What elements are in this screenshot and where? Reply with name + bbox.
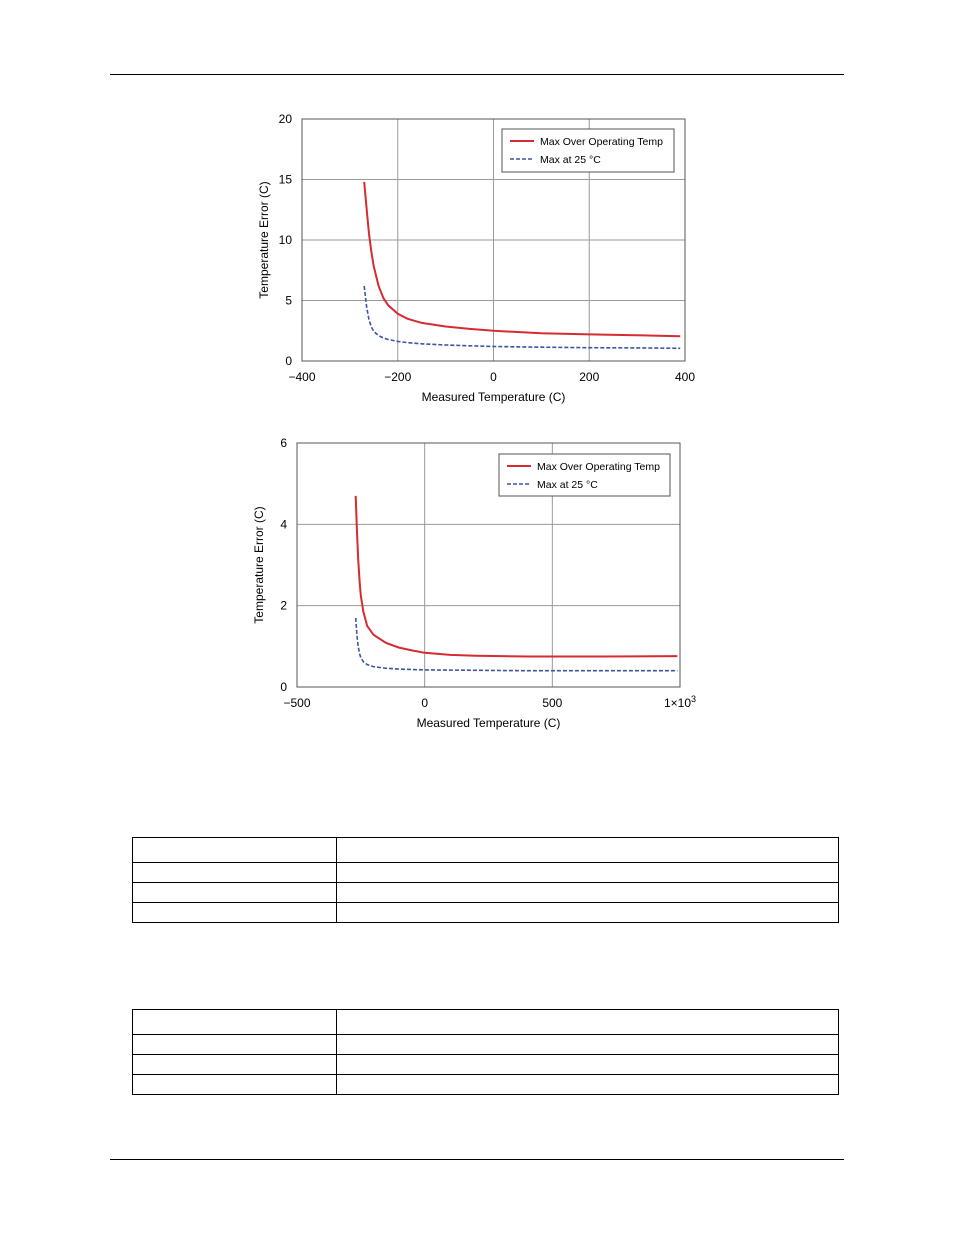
y-axis-label: Temperature Error (C) <box>252 506 266 624</box>
y-tick-label: 20 <box>278 112 292 126</box>
table-row <box>133 903 839 923</box>
legend-label: Max at 25 °C <box>540 154 601 166</box>
x-axis-label: Measured Temperature (C) <box>416 716 561 730</box>
table-2 <box>132 1009 839 1095</box>
chart-1 <box>0 105 954 415</box>
table-row <box>133 838 839 863</box>
y-tick-label: 6 <box>280 436 287 450</box>
table-cell <box>337 1055 839 1075</box>
table-row <box>133 883 839 903</box>
header-rule <box>110 74 844 75</box>
table-cell <box>133 1055 337 1075</box>
table-cell <box>133 838 337 863</box>
x-tick-label: −400 <box>288 370 316 384</box>
y-axis-label: Temperature Error (C) <box>257 181 271 299</box>
table-cell <box>133 863 337 883</box>
table-cell <box>133 1035 337 1055</box>
table-1 <box>132 837 839 923</box>
series-line <box>364 286 680 348</box>
table-row <box>133 1010 839 1035</box>
table-cell <box>337 838 839 863</box>
x-axis-label: Measured Temperature (C) <box>421 390 566 404</box>
y-tick-label: 0 <box>285 354 292 368</box>
table-cell <box>133 1010 337 1035</box>
table-row <box>133 1075 839 1095</box>
x-tick-label: 0 <box>490 370 497 384</box>
table-cell <box>133 1075 337 1095</box>
x-tick-label: $1\times 10^3$ <box>663 694 697 710</box>
y-tick-label: 4 <box>280 517 287 532</box>
chart-1-svg <box>0 105 954 415</box>
x-tick-label: 0 <box>421 696 429 710</box>
x-tick-label: 200 <box>579 370 600 384</box>
x-tick-label: −500 <box>283 696 311 710</box>
table-cell <box>337 863 839 883</box>
legend-label: Max at 25 °C <box>537 479 598 491</box>
y-tick-label: 10 <box>278 233 292 247</box>
footer-rule <box>110 1159 844 1160</box>
y-tick-label: 15 <box>278 172 292 187</box>
x-tick-label: 400 <box>674 370 696 384</box>
table-row <box>133 1035 839 1055</box>
table-row <box>133 863 839 883</box>
series-line <box>364 182 680 336</box>
legend-label: Max Over Operating Temp <box>540 136 663 148</box>
table-cell <box>337 883 839 903</box>
legend-label: Max Over Operating Temp <box>537 461 660 473</box>
y-tick-label: 2 <box>280 598 287 613</box>
y-tick-label: 0 <box>280 680 287 694</box>
chart-2 <box>0 430 954 740</box>
chart-2-svg <box>0 430 954 740</box>
x-tick-label: −200 <box>384 370 412 384</box>
series-line <box>356 618 678 671</box>
table-cell <box>337 1035 839 1055</box>
series-line <box>356 496 678 657</box>
table-cell <box>133 903 337 923</box>
x-tick-label: 500 <box>542 696 563 710</box>
table-cell <box>337 903 839 923</box>
x-tick-superscript: 3 <box>691 694 697 704</box>
table-cell <box>337 1075 839 1095</box>
table-cell <box>337 1010 839 1035</box>
table-row <box>133 1055 839 1075</box>
y-tick-label: 5 <box>285 293 292 308</box>
table-cell <box>133 883 337 903</box>
